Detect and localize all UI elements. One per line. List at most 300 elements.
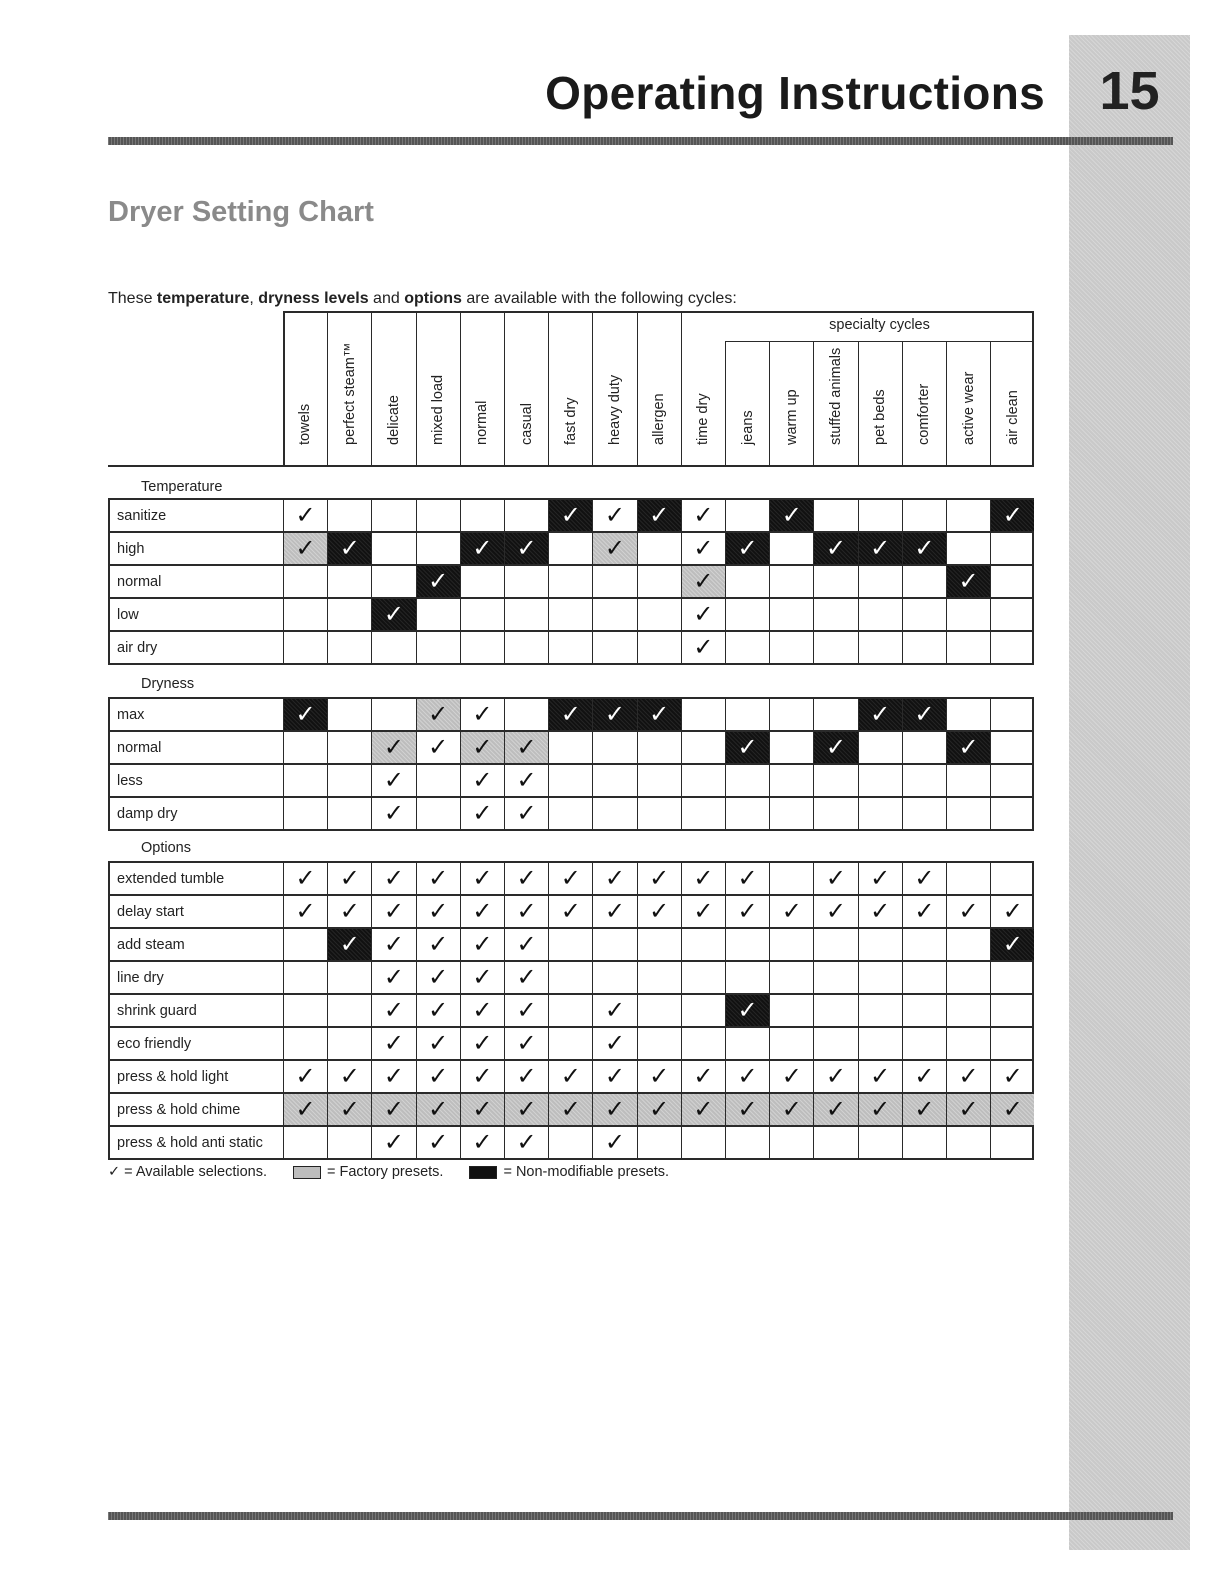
setting-cell (592, 896, 636, 928)
setting-cell (813, 929, 857, 961)
section-label: Options (141, 840, 191, 856)
check-icon: ✓ (649, 502, 670, 529)
setting-cell (637, 929, 681, 961)
check-icon: ✓ (825, 1063, 847, 1090)
setting-cell (858, 863, 902, 895)
setting-cell (327, 566, 371, 598)
factory-preset-cell (637, 1094, 681, 1126)
check-icon: ✓ (914, 865, 935, 892)
cycle-label: jeans (739, 410, 756, 445)
factory-preset-cell (592, 1094, 636, 1126)
setting-cell (681, 1061, 725, 1093)
setting-cell (813, 962, 857, 994)
non-modifiable-cell (416, 566, 460, 598)
cycle-label: delicate (385, 395, 402, 445)
check-icon: ✓ (870, 865, 891, 892)
setting-cell (681, 732, 725, 764)
check-icon: ✓ (870, 535, 891, 562)
cycle-label: perfect steam™ (341, 342, 358, 445)
setting-cell (416, 765, 460, 797)
check-icon: ✓ (428, 1063, 449, 1090)
setting-cell (548, 765, 592, 797)
setting-cell (592, 962, 636, 994)
row-label: press & hold chime (117, 1102, 241, 1118)
setting-cell (371, 1127, 415, 1159)
factory-preset-cell (769, 1094, 813, 1126)
check-icon: ✓ (383, 1063, 405, 1090)
setting-cell (769, 1061, 813, 1093)
check-icon: ✓ (649, 898, 670, 925)
check-icon: ✓ (604, 1063, 626, 1090)
setting-cell (725, 962, 769, 994)
setting-cell (548, 962, 592, 994)
check-icon: ✓ (516, 865, 537, 892)
setting-cell (416, 1127, 460, 1159)
check-icon: ✓ (428, 964, 449, 991)
setting-cell (460, 500, 504, 532)
row-label: high (117, 541, 145, 557)
setting-cell (725, 566, 769, 598)
check-icon: ✓ (516, 1063, 537, 1090)
column-header (416, 311, 460, 467)
check-icon: ✓ (428, 568, 449, 595)
setting-cell (813, 632, 857, 664)
setting-cell (327, 632, 371, 664)
setting-cell (681, 599, 725, 631)
setting-cell (416, 929, 460, 961)
row-label: damp dry (117, 806, 178, 822)
setting-cell (902, 962, 946, 994)
check-icon: ✓ (383, 997, 405, 1024)
check-icon: ✓ (428, 865, 449, 892)
page-title: Operating Instructions (545, 67, 1045, 119)
check-icon: ✓ (383, 601, 405, 628)
check-icon: ✓ (339, 898, 360, 925)
check-icon: ✓ (516, 535, 537, 562)
setting-cell (946, 632, 990, 664)
check-icon: ✓ (472, 734, 493, 761)
setting-cell (813, 1127, 857, 1159)
check-icon: ✓ (693, 865, 714, 892)
factory-preset-cell (681, 1094, 725, 1126)
setting-cell (327, 1127, 371, 1159)
factory-preset-cell (460, 732, 504, 764)
setting-cell (769, 1028, 813, 1060)
check-icon: ✓ (428, 701, 449, 728)
setting-cell (946, 798, 990, 830)
setting-cell (504, 566, 548, 598)
setting-cell (504, 599, 548, 631)
setting-cell (592, 1061, 636, 1093)
row-label: sanitize (117, 508, 167, 524)
non-modifiable-cell (637, 500, 681, 532)
setting-cell (548, 533, 592, 565)
check-icon: ✓ (383, 767, 405, 794)
setting-cell (283, 962, 327, 994)
section-label: Dryness (141, 676, 195, 692)
column-header (548, 311, 592, 467)
check-icon: ✓ (914, 1096, 935, 1123)
setting-cell (371, 995, 415, 1027)
setting-cell (460, 1028, 504, 1060)
setting-cell (327, 995, 371, 1027)
column-header (637, 311, 681, 467)
row-label: less (117, 773, 143, 789)
setting-cell (327, 798, 371, 830)
setting-cell (769, 599, 813, 631)
setting-cell (725, 798, 769, 830)
check-icon: ✓ (560, 701, 581, 728)
setting-cell (327, 1028, 371, 1060)
setting-cell (327, 500, 371, 532)
check-icon: ✓ (472, 964, 493, 991)
intro-text-part: , (249, 290, 259, 307)
non-modifiable-cell (990, 500, 1034, 532)
setting-cell (637, 962, 681, 994)
setting-cell (283, 929, 327, 961)
row-label: press & hold light (117, 1069, 229, 1085)
setting-cell (592, 500, 636, 532)
cycle-label: air clean (1004, 390, 1021, 445)
setting-cell (504, 863, 548, 895)
setting-cell (813, 566, 857, 598)
check-icon: ✓ (693, 1096, 714, 1123)
setting-cell (592, 863, 636, 895)
check-icon: ✓ (428, 931, 449, 958)
check-icon: ✓ (383, 1096, 405, 1123)
setting-cell (548, 929, 592, 961)
non-modifiable-cell (813, 533, 857, 565)
factory-preset-cell (416, 699, 460, 731)
column-header (327, 311, 371, 467)
check-icon: ✓ (516, 800, 537, 827)
check-icon: ✓ (295, 1096, 316, 1123)
setting-cell (769, 533, 813, 565)
setting-cell (725, 929, 769, 961)
check-icon: ✓ (693, 898, 714, 925)
setting-cell (725, 863, 769, 895)
non-modifiable-cell (548, 500, 592, 532)
setting-cell (769, 863, 813, 895)
check-icon: ✓ (825, 898, 847, 925)
check-icon: ✓ (560, 1063, 581, 1090)
non-modifiable-cell (371, 599, 415, 631)
intro-bold-dryness: dryness levels (258, 290, 369, 307)
check-icon: ✓ (737, 734, 758, 761)
check-icon: ✓ (516, 1129, 537, 1156)
check-icon: ✓ (737, 997, 758, 1024)
check-icon: ✓ (604, 502, 626, 529)
setting-cell (327, 896, 371, 928)
setting-cell (371, 765, 415, 797)
setting-cell (592, 995, 636, 1027)
setting-cell (371, 1028, 415, 1060)
check-icon: ✓ (1002, 931, 1023, 958)
check-icon: ✓ (693, 1063, 714, 1090)
setting-cell (504, 962, 548, 994)
setting-cell (902, 896, 946, 928)
check-icon: ✓ (339, 1096, 360, 1123)
setting-cell (460, 1127, 504, 1159)
setting-cell (902, 599, 946, 631)
cycle-label: stuffed animals (827, 347, 844, 445)
cycle-label: time dry (695, 393, 712, 445)
setting-cell (504, 632, 548, 664)
check-icon: ✓ (1002, 898, 1023, 925)
non-modifiable-cell (858, 699, 902, 731)
check-icon: ✓ (649, 1063, 670, 1090)
setting-cell (371, 1061, 415, 1093)
row-label: max (117, 707, 145, 723)
check-icon: ✓ (914, 701, 935, 728)
row-label: low (117, 607, 139, 623)
non-modifiable-cell (327, 929, 371, 961)
check-icon: ✓ (472, 767, 493, 794)
setting-cell (858, 1127, 902, 1159)
column-header (813, 341, 857, 467)
column-header (371, 311, 415, 467)
setting-cell (990, 599, 1034, 631)
setting-cell (592, 599, 636, 631)
setting-cell (460, 863, 504, 895)
check-icon: ✓ (339, 535, 360, 562)
setting-cell (681, 1028, 725, 1060)
setting-cell (283, 765, 327, 797)
setting-cell (725, 699, 769, 731)
setting-cell (504, 1061, 548, 1093)
check-icon: ✓ (516, 964, 537, 991)
setting-cell (813, 1061, 857, 1093)
setting-cell (283, 896, 327, 928)
setting-cell (946, 995, 990, 1027)
setting-cell (946, 533, 990, 565)
check-icon: ✓ (516, 734, 537, 761)
setting-cell (990, 732, 1034, 764)
column-header (769, 341, 813, 467)
check-icon: ✓ (339, 1063, 360, 1090)
setting-cell (548, 732, 592, 764)
row-label: delay start (117, 904, 184, 920)
setting-cell (460, 765, 504, 797)
setting-cell (902, 732, 946, 764)
setting-cell (725, 599, 769, 631)
setting-cell (681, 1127, 725, 1159)
setting-cell (813, 1028, 857, 1060)
row-label: add steam (117, 937, 185, 953)
check-icon: ✓ (516, 997, 537, 1024)
factory-preset-cell (902, 1094, 946, 1126)
setting-cell (371, 962, 415, 994)
setting-cell (283, 599, 327, 631)
cycle-label: heavy duty (606, 374, 623, 445)
check-icon: ✓ (516, 931, 537, 958)
setting-cell (902, 1028, 946, 1060)
check-icon: ✓ (914, 1063, 935, 1090)
non-modifiable-cell (283, 699, 327, 731)
check-icon: ✓ (428, 734, 449, 761)
setting-cell (990, 995, 1034, 1027)
setting-cell (813, 599, 857, 631)
check-icon: ✓ (472, 1063, 493, 1090)
factory-preset-cell (990, 1094, 1034, 1126)
setting-cell (681, 765, 725, 797)
setting-cell (681, 500, 725, 532)
row-label: air dry (117, 640, 158, 656)
setting-cell (637, 732, 681, 764)
check-icon: ✓ (516, 898, 537, 925)
row-label: line dry (117, 970, 164, 986)
setting-cell (902, 929, 946, 961)
setting-cell (504, 699, 548, 731)
setting-cell (416, 500, 460, 532)
setting-cell (990, 632, 1034, 664)
setting-cell (769, 798, 813, 830)
intro-text-part: are available with the following cycles: (461, 290, 737, 307)
check-icon: ✓ (1002, 1096, 1023, 1123)
factory-preset-cell (504, 1094, 548, 1126)
setting-cell (725, 896, 769, 928)
setting-cell (548, 896, 592, 928)
setting-cell (283, 1061, 327, 1093)
setting-cell (371, 798, 415, 830)
setting-cell (327, 1061, 371, 1093)
setting-cell (990, 962, 1034, 994)
setting-cell (725, 1061, 769, 1093)
setting-cell (637, 533, 681, 565)
setting-cell (592, 1028, 636, 1060)
setting-cell (416, 995, 460, 1027)
setting-cell (990, 1061, 1034, 1093)
check-icon: ✓ (560, 502, 581, 529)
check-icon: ✓ (958, 1063, 979, 1090)
check-icon: ✓ (649, 865, 670, 892)
check-icon: ✓ (560, 1096, 581, 1123)
check-icon: ✓ (649, 701, 670, 728)
setting-cell (902, 1127, 946, 1159)
setting-cell (769, 896, 813, 928)
setting-cell (416, 599, 460, 631)
factory-preset-cell (858, 1094, 902, 1126)
setting-cell (946, 962, 990, 994)
check-icon: ✓ (472, 898, 493, 925)
setting-cell (946, 500, 990, 532)
setting-cell (725, 1127, 769, 1159)
setting-cell (283, 632, 327, 664)
setting-cell (681, 863, 725, 895)
setting-cell (592, 798, 636, 830)
setting-cell (548, 632, 592, 664)
check-icon: ✓ (693, 502, 714, 529)
setting-cell (946, 896, 990, 928)
setting-cell (283, 863, 327, 895)
check-icon: ✓ (781, 502, 802, 529)
check-icon: ✓ (383, 964, 405, 991)
row-label: press & hold anti static (117, 1135, 263, 1151)
non-modifiable-cell (725, 732, 769, 764)
setting-cell (902, 798, 946, 830)
non-modifiable-cell (946, 566, 990, 598)
check-icon: ✓ (428, 1129, 449, 1156)
setting-cell (769, 929, 813, 961)
setting-cell (460, 599, 504, 631)
check-icon: ✓ (472, 535, 493, 562)
setting-cell (946, 929, 990, 961)
check-icon: ✓ (383, 1030, 405, 1057)
check-icon: ✓ (737, 1096, 758, 1123)
non-modifiable-cell (813, 732, 857, 764)
setting-cell (327, 699, 371, 731)
setting-cell (769, 962, 813, 994)
setting-cell (946, 699, 990, 731)
column-header (946, 341, 990, 467)
setting-cell (858, 632, 902, 664)
setting-cell (725, 632, 769, 664)
check-icon: ✓ (604, 701, 626, 728)
factory-preset-cell (416, 1094, 460, 1126)
check-icon: ✓ (604, 1129, 626, 1156)
setting-cell (902, 566, 946, 598)
setting-cell (902, 995, 946, 1027)
check-icon: ✓ (737, 1063, 758, 1090)
check-icon: ✓ (428, 1030, 449, 1057)
check-icon: ✓ (958, 734, 979, 761)
cycle-label: mixed load (430, 374, 447, 445)
check-icon: ✓ (295, 502, 316, 529)
check-icon: ✓ (870, 1096, 891, 1123)
setting-cell (902, 1061, 946, 1093)
cycle-label: comforter (916, 383, 933, 445)
setting-cell (813, 863, 857, 895)
setting-cell (460, 566, 504, 598)
non-modifiable-cell (769, 500, 813, 532)
check-icon: ✓ (472, 800, 493, 827)
setting-cell (637, 632, 681, 664)
check-icon: ✓ (914, 898, 935, 925)
column-header (725, 341, 769, 467)
setting-cell (990, 699, 1034, 731)
check-icon: ✓ (472, 865, 493, 892)
setting-cell (416, 732, 460, 764)
header-baseline (108, 465, 283, 467)
setting-cell (725, 500, 769, 532)
specialty-cycles-label: specialty cycles (829, 317, 930, 333)
setting-cell (460, 798, 504, 830)
page-number: 15 (1099, 61, 1160, 121)
setting-cell (769, 732, 813, 764)
setting-cell (902, 765, 946, 797)
factory-preset-cell (371, 1094, 415, 1126)
column-header (902, 341, 946, 467)
factory-preset-cell (504, 732, 548, 764)
section-label: Temperature (141, 479, 223, 495)
setting-cell (504, 929, 548, 961)
check-icon: ✓ (472, 701, 493, 728)
setting-cell (637, 566, 681, 598)
check-icon: ✓ (383, 898, 405, 925)
setting-cell (371, 500, 415, 532)
setting-cell (858, 929, 902, 961)
setting-cell (813, 699, 857, 731)
check-icon: ✓ (295, 898, 316, 925)
check-icon: ✓ (737, 865, 758, 892)
setting-cell (725, 765, 769, 797)
factory-preset-cell (813, 1094, 857, 1126)
cycle-label: normal (474, 400, 491, 445)
setting-cell (858, 1061, 902, 1093)
setting-cell (283, 798, 327, 830)
setting-cell (769, 566, 813, 598)
setting-cell (460, 1061, 504, 1093)
